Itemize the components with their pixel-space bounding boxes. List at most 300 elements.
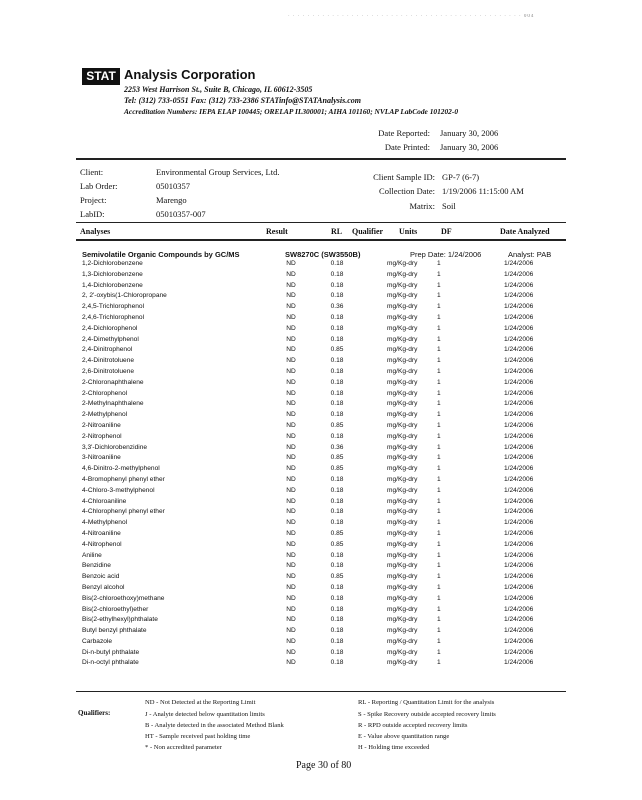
col-rl: RL bbox=[331, 227, 343, 236]
units-value: mg/Kg-dry bbox=[387, 367, 418, 375]
analyte-name: Carbazole bbox=[82, 637, 113, 645]
table-row bbox=[82, 411, 572, 422]
accreditation-numbers: Accreditation Numbers: IEPA ELAP 100445; ORELAP IL300001; AIHA 101160; NVLAP LabCode 101202-0 bbox=[124, 107, 459, 116]
rl-value: 0.18 bbox=[330, 292, 344, 300]
analyte-name: 2-Nitroaniline bbox=[82, 421, 121, 429]
qualifier-ht: HT - Sample received past holding time bbox=[145, 733, 251, 740]
units-value: mg/Kg-dry bbox=[387, 400, 418, 408]
analyte-name: 4-Chlorophenyl phenyl ether bbox=[82, 508, 165, 516]
date-analyzed-value: 1/24/2006 bbox=[504, 270, 534, 278]
table-row bbox=[82, 584, 572, 595]
qualifier-star: * - Non accredited parameter bbox=[145, 744, 222, 751]
company-contact: Tel: (312) 733-0551 Fax: (312) 733-2386 STATinfo@STATAnalysis.com bbox=[124, 96, 361, 105]
rl-value: 0.18 bbox=[330, 313, 344, 321]
units-value: mg/Kg-dry bbox=[387, 357, 418, 365]
result-value: ND bbox=[286, 562, 296, 570]
result-value: ND bbox=[286, 421, 296, 429]
analyte-name: Bis(2-ethylhexyl)phthalate bbox=[82, 616, 158, 624]
result-value: ND bbox=[286, 324, 296, 332]
units-value: mg/Kg-dry bbox=[387, 562, 418, 570]
date-analyzed-value: 1/24/2006 bbox=[504, 637, 534, 645]
analyte-name: 2,4-Dichlorophenol bbox=[82, 324, 138, 332]
df-value: 1 bbox=[437, 648, 441, 656]
rl-value: 0.85 bbox=[330, 465, 344, 473]
units-value: mg/Kg-dry bbox=[387, 583, 418, 591]
analyte-name: 4-Methylphenol bbox=[82, 519, 128, 527]
result-value: ND bbox=[286, 659, 296, 667]
section-analyst: Analyst: PAB bbox=[508, 250, 552, 259]
units-value: mg/Kg-dry bbox=[387, 616, 418, 624]
table-row bbox=[82, 649, 572, 660]
results-table bbox=[82, 260, 572, 670]
analyte-name: 2-Chlorophenol bbox=[82, 389, 128, 397]
table-row bbox=[82, 552, 572, 563]
date-printed-value: January 30, 2006 bbox=[440, 142, 499, 152]
units-value: mg/Kg-dry bbox=[387, 648, 418, 656]
matrix-value: Soil bbox=[442, 201, 456, 211]
lab-id-value: 05010357-007 bbox=[156, 209, 206, 219]
date-analyzed-value: 1/24/2006 bbox=[504, 648, 534, 656]
result-value: ND bbox=[286, 519, 296, 527]
col-qualifier: Qualifier bbox=[352, 227, 384, 236]
date-analyzed-value: 1/24/2006 bbox=[504, 540, 534, 548]
units-value: mg/Kg-dry bbox=[387, 497, 418, 505]
table-row bbox=[82, 562, 572, 573]
date-analyzed-value: 1/24/2006 bbox=[504, 389, 534, 397]
analyte-name: 2-Methylnaphthalene bbox=[82, 400, 144, 408]
lab-id-label: LabID: bbox=[80, 209, 105, 219]
analyte-name: Aniline bbox=[82, 551, 102, 559]
df-value: 1 bbox=[437, 335, 441, 343]
col-date-analyzed: Date Analyzed bbox=[500, 227, 550, 236]
table-row bbox=[82, 422, 572, 433]
company-name: Analysis Corporation bbox=[124, 67, 256, 82]
rl-value: 0.18 bbox=[330, 475, 344, 483]
units-value: mg/Kg-dry bbox=[387, 335, 418, 343]
result-value: ND bbox=[286, 637, 296, 645]
units-value: mg/Kg-dry bbox=[387, 627, 418, 635]
units-value: mg/Kg-dry bbox=[387, 465, 418, 473]
rl-value: 0.18 bbox=[330, 497, 344, 505]
table-row bbox=[82, 346, 572, 357]
df-value: 1 bbox=[437, 292, 441, 300]
units-value: mg/Kg-dry bbox=[387, 573, 418, 581]
result-value: ND bbox=[286, 594, 296, 602]
df-value: 1 bbox=[437, 281, 441, 289]
fax-header-noise: · · · · · · · · · · · · · · · · · · · · · · · · · · · · · · · · · · · · · · · · · · · · · · · · 004 bbox=[288, 14, 535, 19]
df-value: 1 bbox=[437, 357, 441, 365]
df-value: 1 bbox=[437, 659, 441, 667]
qualifier-j: J - Analyte detected below quantitation limits bbox=[145, 711, 265, 718]
date-analyzed-value: 1/24/2006 bbox=[504, 486, 534, 494]
analyte-name: 2,4,5-Trichlorophenol bbox=[82, 303, 145, 311]
footer-rule bbox=[76, 691, 566, 692]
date-analyzed-value: 1/24/2006 bbox=[504, 378, 534, 386]
table-row bbox=[82, 303, 572, 314]
table-row bbox=[82, 519, 572, 530]
units-value: mg/Kg-dry bbox=[387, 529, 418, 537]
result-value: ND bbox=[286, 508, 296, 516]
df-value: 1 bbox=[437, 313, 441, 321]
rl-value: 0.85 bbox=[330, 540, 344, 548]
result-value: ND bbox=[286, 292, 296, 300]
rl-value: 0.18 bbox=[330, 648, 344, 656]
analyte-name: 2-Nitrophenol bbox=[82, 432, 122, 440]
df-value: 1 bbox=[437, 562, 441, 570]
units-value: mg/Kg-dry bbox=[387, 324, 418, 332]
date-analyzed-value: 1/24/2006 bbox=[504, 616, 534, 624]
result-value: ND bbox=[286, 400, 296, 408]
result-value: ND bbox=[286, 648, 296, 656]
column-rule bbox=[76, 239, 566, 241]
rl-value: 0.18 bbox=[330, 659, 344, 667]
df-value: 1 bbox=[437, 367, 441, 375]
table-row bbox=[82, 325, 572, 336]
rl-value: 0.18 bbox=[330, 583, 344, 591]
qualifier-s: S - Spike Recovery outside accepted recovery limits bbox=[358, 711, 496, 718]
df-value: 1 bbox=[437, 475, 441, 483]
table-row bbox=[82, 487, 572, 498]
analyte-name: Benzoic acid bbox=[82, 573, 120, 581]
units-value: mg/Kg-dry bbox=[387, 411, 418, 419]
result-value: ND bbox=[286, 260, 296, 267]
result-value: ND bbox=[286, 583, 296, 591]
section-method: SW8270C (SW3550B) bbox=[285, 250, 361, 259]
table-row bbox=[82, 433, 572, 444]
info-rule bbox=[76, 222, 566, 223]
collection-date-value: 1/19/2006 11:15:00 AM bbox=[442, 186, 524, 196]
result-value: ND bbox=[286, 605, 296, 613]
result-value: ND bbox=[286, 335, 296, 343]
analyte-name: Benzidine bbox=[82, 562, 111, 570]
df-value: 1 bbox=[437, 551, 441, 559]
section-title: Semivolatile Organic Compounds by GC/MS bbox=[82, 250, 240, 259]
df-value: 1 bbox=[437, 616, 441, 624]
rl-value: 0.18 bbox=[330, 378, 344, 386]
table-row bbox=[82, 357, 572, 368]
table-row bbox=[82, 314, 572, 325]
df-value: 1 bbox=[437, 432, 441, 440]
table-row bbox=[82, 282, 572, 293]
df-value: 1 bbox=[437, 573, 441, 581]
date-analyzed-value: 1/24/2006 bbox=[504, 313, 534, 321]
result-value: ND bbox=[286, 281, 296, 289]
qualifier-e: E - Value above quantitation range bbox=[358, 733, 450, 740]
date-analyzed-value: 1/24/2006 bbox=[504, 627, 534, 635]
rl-value: 0.18 bbox=[330, 519, 344, 527]
date-analyzed-value: 1/24/2006 bbox=[504, 421, 534, 429]
qualifier-b: B - Analyte detected in the associated Method Blank bbox=[145, 722, 284, 729]
units-value: mg/Kg-dry bbox=[387, 378, 418, 386]
units-value: mg/Kg-dry bbox=[387, 454, 418, 462]
df-value: 1 bbox=[437, 389, 441, 397]
result-value: ND bbox=[286, 443, 296, 451]
rl-value: 0.18 bbox=[330, 508, 344, 516]
result-value: ND bbox=[286, 551, 296, 559]
date-analyzed-value: 1/24/2006 bbox=[504, 411, 534, 419]
date-analyzed-value: 1/24/2006 bbox=[504, 551, 534, 559]
analyte-name: Di-n-butyl phthalate bbox=[82, 648, 140, 656]
analyte-name: 4-Bromophenyl phenyl ether bbox=[82, 475, 165, 483]
result-value: ND bbox=[286, 529, 296, 537]
rl-value: 0.85 bbox=[330, 454, 344, 462]
result-value: ND bbox=[286, 486, 296, 494]
analyte-name: 4-Nitroaniline bbox=[82, 529, 121, 537]
rl-value: 0.85 bbox=[330, 421, 344, 429]
result-value: ND bbox=[286, 389, 296, 397]
units-value: mg/Kg-dry bbox=[387, 475, 418, 483]
table-row bbox=[82, 541, 572, 552]
matrix-label: Matrix: bbox=[409, 201, 435, 211]
result-value: ND bbox=[286, 357, 296, 365]
date-printed-label: Date Printed: bbox=[384, 142, 430, 152]
result-value: ND bbox=[286, 616, 296, 624]
units-value: mg/Kg-dry bbox=[387, 540, 418, 548]
col-df: DF bbox=[441, 227, 452, 236]
rl-value: 0.18 bbox=[330, 270, 344, 278]
date-reported-value: January 30, 2006 bbox=[440, 128, 499, 138]
table-row bbox=[82, 638, 572, 649]
date-analyzed-value: 1/24/2006 bbox=[504, 605, 534, 613]
date-reported-label: Date Reported: bbox=[378, 128, 430, 138]
stat-logo: STAT bbox=[82, 68, 120, 85]
date-analyzed-value: 1/24/2006 bbox=[504, 292, 534, 300]
col-units: Units bbox=[399, 227, 418, 236]
rl-value: 0.18 bbox=[330, 551, 344, 559]
rl-value: 0.18 bbox=[330, 335, 344, 343]
analyte-name: Butyl benzyl phthalate bbox=[82, 627, 147, 635]
units-value: mg/Kg-dry bbox=[387, 421, 418, 429]
qualifier-h: H - Holding time exceeded bbox=[358, 744, 430, 751]
date-analyzed-value: 1/24/2006 bbox=[504, 497, 534, 505]
date-analyzed-value: 1/24/2006 bbox=[504, 400, 534, 408]
rl-value: 0.18 bbox=[330, 637, 344, 645]
analyte-name: Di-n-octyl phthalate bbox=[82, 659, 139, 667]
company-address: 2253 West Harrison St., Suite B, Chicago, IL 60612-3505 bbox=[124, 85, 313, 94]
analyte-name: 4-Chloro-3-methylphenol bbox=[82, 486, 155, 494]
rl-value: 0.18 bbox=[330, 400, 344, 408]
table-row bbox=[82, 292, 572, 303]
result-value: ND bbox=[286, 378, 296, 386]
analyte-name: 2,6-Dinitrotoluene bbox=[82, 367, 135, 375]
qualifier-rl: RL - Reporting / Quantitation Limit for the analysis bbox=[358, 699, 495, 706]
table-row bbox=[82, 606, 572, 617]
project-label: Project: bbox=[80, 195, 107, 205]
units-value: mg/Kg-dry bbox=[387, 432, 418, 440]
date-analyzed-value: 1/24/2006 bbox=[504, 583, 534, 591]
date-analyzed-value: 1/24/2006 bbox=[504, 594, 534, 602]
date-analyzed-value: 1/24/2006 bbox=[504, 529, 534, 537]
df-value: 1 bbox=[437, 303, 441, 311]
rl-value: 0.18 bbox=[330, 605, 344, 613]
units-value: mg/Kg-dry bbox=[387, 594, 418, 602]
units-value: mg/Kg-dry bbox=[387, 292, 418, 300]
table-row bbox=[82, 476, 572, 487]
client-sample-id-label: Client Sample ID: bbox=[373, 172, 435, 182]
rl-value: 0.18 bbox=[330, 616, 344, 624]
table-row bbox=[82, 595, 572, 606]
date-analyzed-value: 1/24/2006 bbox=[504, 465, 534, 473]
table-row bbox=[82, 400, 572, 411]
rl-value: 0.36 bbox=[330, 303, 344, 311]
analyte-name: 4-Nitrophenol bbox=[82, 540, 122, 548]
units-value: mg/Kg-dry bbox=[387, 443, 418, 451]
rl-value: 0.18 bbox=[330, 432, 344, 440]
analyte-name: Bis(2-chloroethoxy)methane bbox=[82, 594, 165, 602]
result-value: ND bbox=[286, 540, 296, 548]
analyte-name: 2,4-Dinitrotoluene bbox=[82, 357, 135, 365]
date-analyzed-value: 1/24/2006 bbox=[504, 335, 534, 343]
result-value: ND bbox=[286, 454, 296, 462]
table-row bbox=[82, 454, 572, 465]
analyte-name: 2,4-Dinitrophenol bbox=[82, 346, 133, 354]
analyte-name: 2-Methylphenol bbox=[82, 411, 128, 419]
analyte-name: 2-Chloronaphthalene bbox=[82, 378, 144, 386]
result-value: ND bbox=[286, 497, 296, 505]
analyte-name: 4-Chloroaniline bbox=[82, 497, 127, 505]
result-value: ND bbox=[286, 303, 296, 311]
qualifiers-label: Qualifiers: bbox=[78, 709, 111, 717]
df-value: 1 bbox=[437, 443, 441, 451]
result-value: ND bbox=[286, 475, 296, 483]
table-row bbox=[82, 368, 572, 379]
df-value: 1 bbox=[437, 270, 441, 278]
date-analyzed-value: 1/24/2006 bbox=[504, 562, 534, 570]
date-analyzed-value: 1/24/2006 bbox=[504, 454, 534, 462]
df-value: 1 bbox=[437, 605, 441, 613]
df-value: 1 bbox=[437, 508, 441, 516]
df-value: 1 bbox=[437, 465, 441, 473]
analyte-name: Bis(2-chloroethyl)ether bbox=[82, 605, 149, 613]
client-value: Environmental Group Services, Ltd. bbox=[156, 167, 280, 177]
result-value: ND bbox=[286, 432, 296, 440]
rl-value: 0.18 bbox=[330, 367, 344, 375]
analyte-name: 2,4-Dimethylphenol bbox=[82, 335, 139, 343]
result-value: ND bbox=[286, 270, 296, 278]
date-analyzed-value: 1/24/2006 bbox=[504, 367, 534, 375]
analyte-name: Benzyl alcohol bbox=[82, 583, 125, 591]
df-value: 1 bbox=[437, 421, 441, 429]
units-value: mg/Kg-dry bbox=[387, 605, 418, 613]
result-value: ND bbox=[286, 411, 296, 419]
table-row bbox=[82, 379, 572, 390]
date-analyzed-value: 1/24/2006 bbox=[504, 324, 534, 332]
table-row bbox=[82, 271, 572, 282]
rl-value: 0.85 bbox=[330, 573, 344, 581]
rl-value: 0.18 bbox=[330, 324, 344, 332]
project-value: Marengo bbox=[156, 195, 187, 205]
units-value: mg/Kg-dry bbox=[387, 551, 418, 559]
analyte-name: 2,4,6-Trichlorophenol bbox=[82, 313, 145, 321]
page-number: Page 30 of 80 bbox=[296, 760, 352, 771]
result-value: ND bbox=[286, 627, 296, 635]
client-sample-id-value: GP-7 (6-7) bbox=[442, 172, 480, 182]
df-value: 1 bbox=[437, 627, 441, 635]
rl-value: 0.18 bbox=[330, 594, 344, 602]
analyte-name: 3,3'-Dichlorobenzidine bbox=[82, 443, 148, 451]
table-row bbox=[82, 498, 572, 509]
collection-date-label: Collection Date: bbox=[379, 186, 435, 196]
df-value: 1 bbox=[437, 260, 441, 267]
table-row bbox=[82, 627, 572, 638]
date-analyzed-value: 1/24/2006 bbox=[504, 260, 534, 267]
date-analyzed-value: 1/24/2006 bbox=[504, 432, 534, 440]
lab-order-value: 05010357 bbox=[156, 181, 190, 191]
date-analyzed-value: 1/24/2006 bbox=[504, 443, 534, 451]
units-value: mg/Kg-dry bbox=[387, 486, 418, 494]
result-value: ND bbox=[286, 465, 296, 473]
table-row bbox=[82, 444, 572, 455]
date-analyzed-value: 1/24/2006 bbox=[504, 281, 534, 289]
analyte-name: 1,2-Dichlorobenzene bbox=[82, 260, 143, 267]
analyte-name: 4,6-Dinitro-2-methylphenol bbox=[82, 465, 160, 473]
table-row bbox=[82, 390, 572, 401]
df-value: 1 bbox=[437, 486, 441, 494]
rl-value: 0.18 bbox=[330, 486, 344, 494]
df-value: 1 bbox=[437, 497, 441, 505]
units-value: mg/Kg-dry bbox=[387, 346, 418, 354]
rl-value: 0.18 bbox=[330, 627, 344, 635]
section-prep-date: Prep Date: 1/24/2006 bbox=[410, 250, 482, 259]
rl-value: 0.85 bbox=[330, 346, 344, 354]
table-row bbox=[82, 530, 572, 541]
df-value: 1 bbox=[437, 637, 441, 645]
df-value: 1 bbox=[437, 519, 441, 527]
analyte-name: 1,4-Dichlorobenzene bbox=[82, 281, 143, 289]
date-analyzed-value: 1/24/2006 bbox=[504, 508, 534, 516]
table-row bbox=[82, 616, 572, 627]
date-analyzed-value: 1/24/2006 bbox=[504, 475, 534, 483]
header-rule bbox=[76, 158, 566, 160]
date-analyzed-value: 1/24/2006 bbox=[504, 659, 534, 667]
col-analyses: Analyses bbox=[80, 227, 111, 236]
df-value: 1 bbox=[437, 324, 441, 332]
date-analyzed-value: 1/24/2006 bbox=[504, 519, 534, 527]
units-value: mg/Kg-dry bbox=[387, 519, 418, 527]
units-value: mg/Kg-dry bbox=[387, 260, 418, 267]
rl-value: 0.36 bbox=[330, 443, 344, 451]
units-value: mg/Kg-dry bbox=[387, 508, 418, 516]
df-value: 1 bbox=[437, 583, 441, 591]
df-value: 1 bbox=[437, 594, 441, 602]
units-value: mg/Kg-dry bbox=[387, 389, 418, 397]
df-value: 1 bbox=[437, 346, 441, 354]
rl-value: 0.18 bbox=[330, 389, 344, 397]
analyte-name: 2, 2'-oxybis(1-Chloropropane bbox=[82, 292, 167, 300]
result-value: ND bbox=[286, 313, 296, 321]
date-analyzed-value: 1/24/2006 bbox=[504, 357, 534, 365]
qualifier-r: R - RPD outside accepted recovery limits bbox=[358, 722, 468, 729]
date-analyzed-value: 1/24/2006 bbox=[504, 346, 534, 354]
analyte-name: 1,3-Dichlorobenzene bbox=[82, 270, 143, 278]
result-value: ND bbox=[286, 573, 296, 581]
df-value: 1 bbox=[437, 454, 441, 462]
table-row bbox=[82, 465, 572, 476]
table-row bbox=[82, 573, 572, 584]
rl-value: 0.18 bbox=[330, 411, 344, 419]
rl-value: 0.18 bbox=[330, 260, 344, 267]
units-value: mg/Kg-dry bbox=[387, 637, 418, 645]
table-row bbox=[82, 260, 572, 271]
rl-value: 0.18 bbox=[330, 562, 344, 570]
units-value: mg/Kg-dry bbox=[387, 659, 418, 667]
result-value: ND bbox=[286, 367, 296, 375]
rl-value: 0.18 bbox=[330, 281, 344, 289]
rl-value: 0.85 bbox=[330, 529, 344, 537]
analyte-name: 3-Nitroaniline bbox=[82, 454, 121, 462]
result-value: ND bbox=[286, 346, 296, 354]
table-row bbox=[82, 508, 572, 519]
